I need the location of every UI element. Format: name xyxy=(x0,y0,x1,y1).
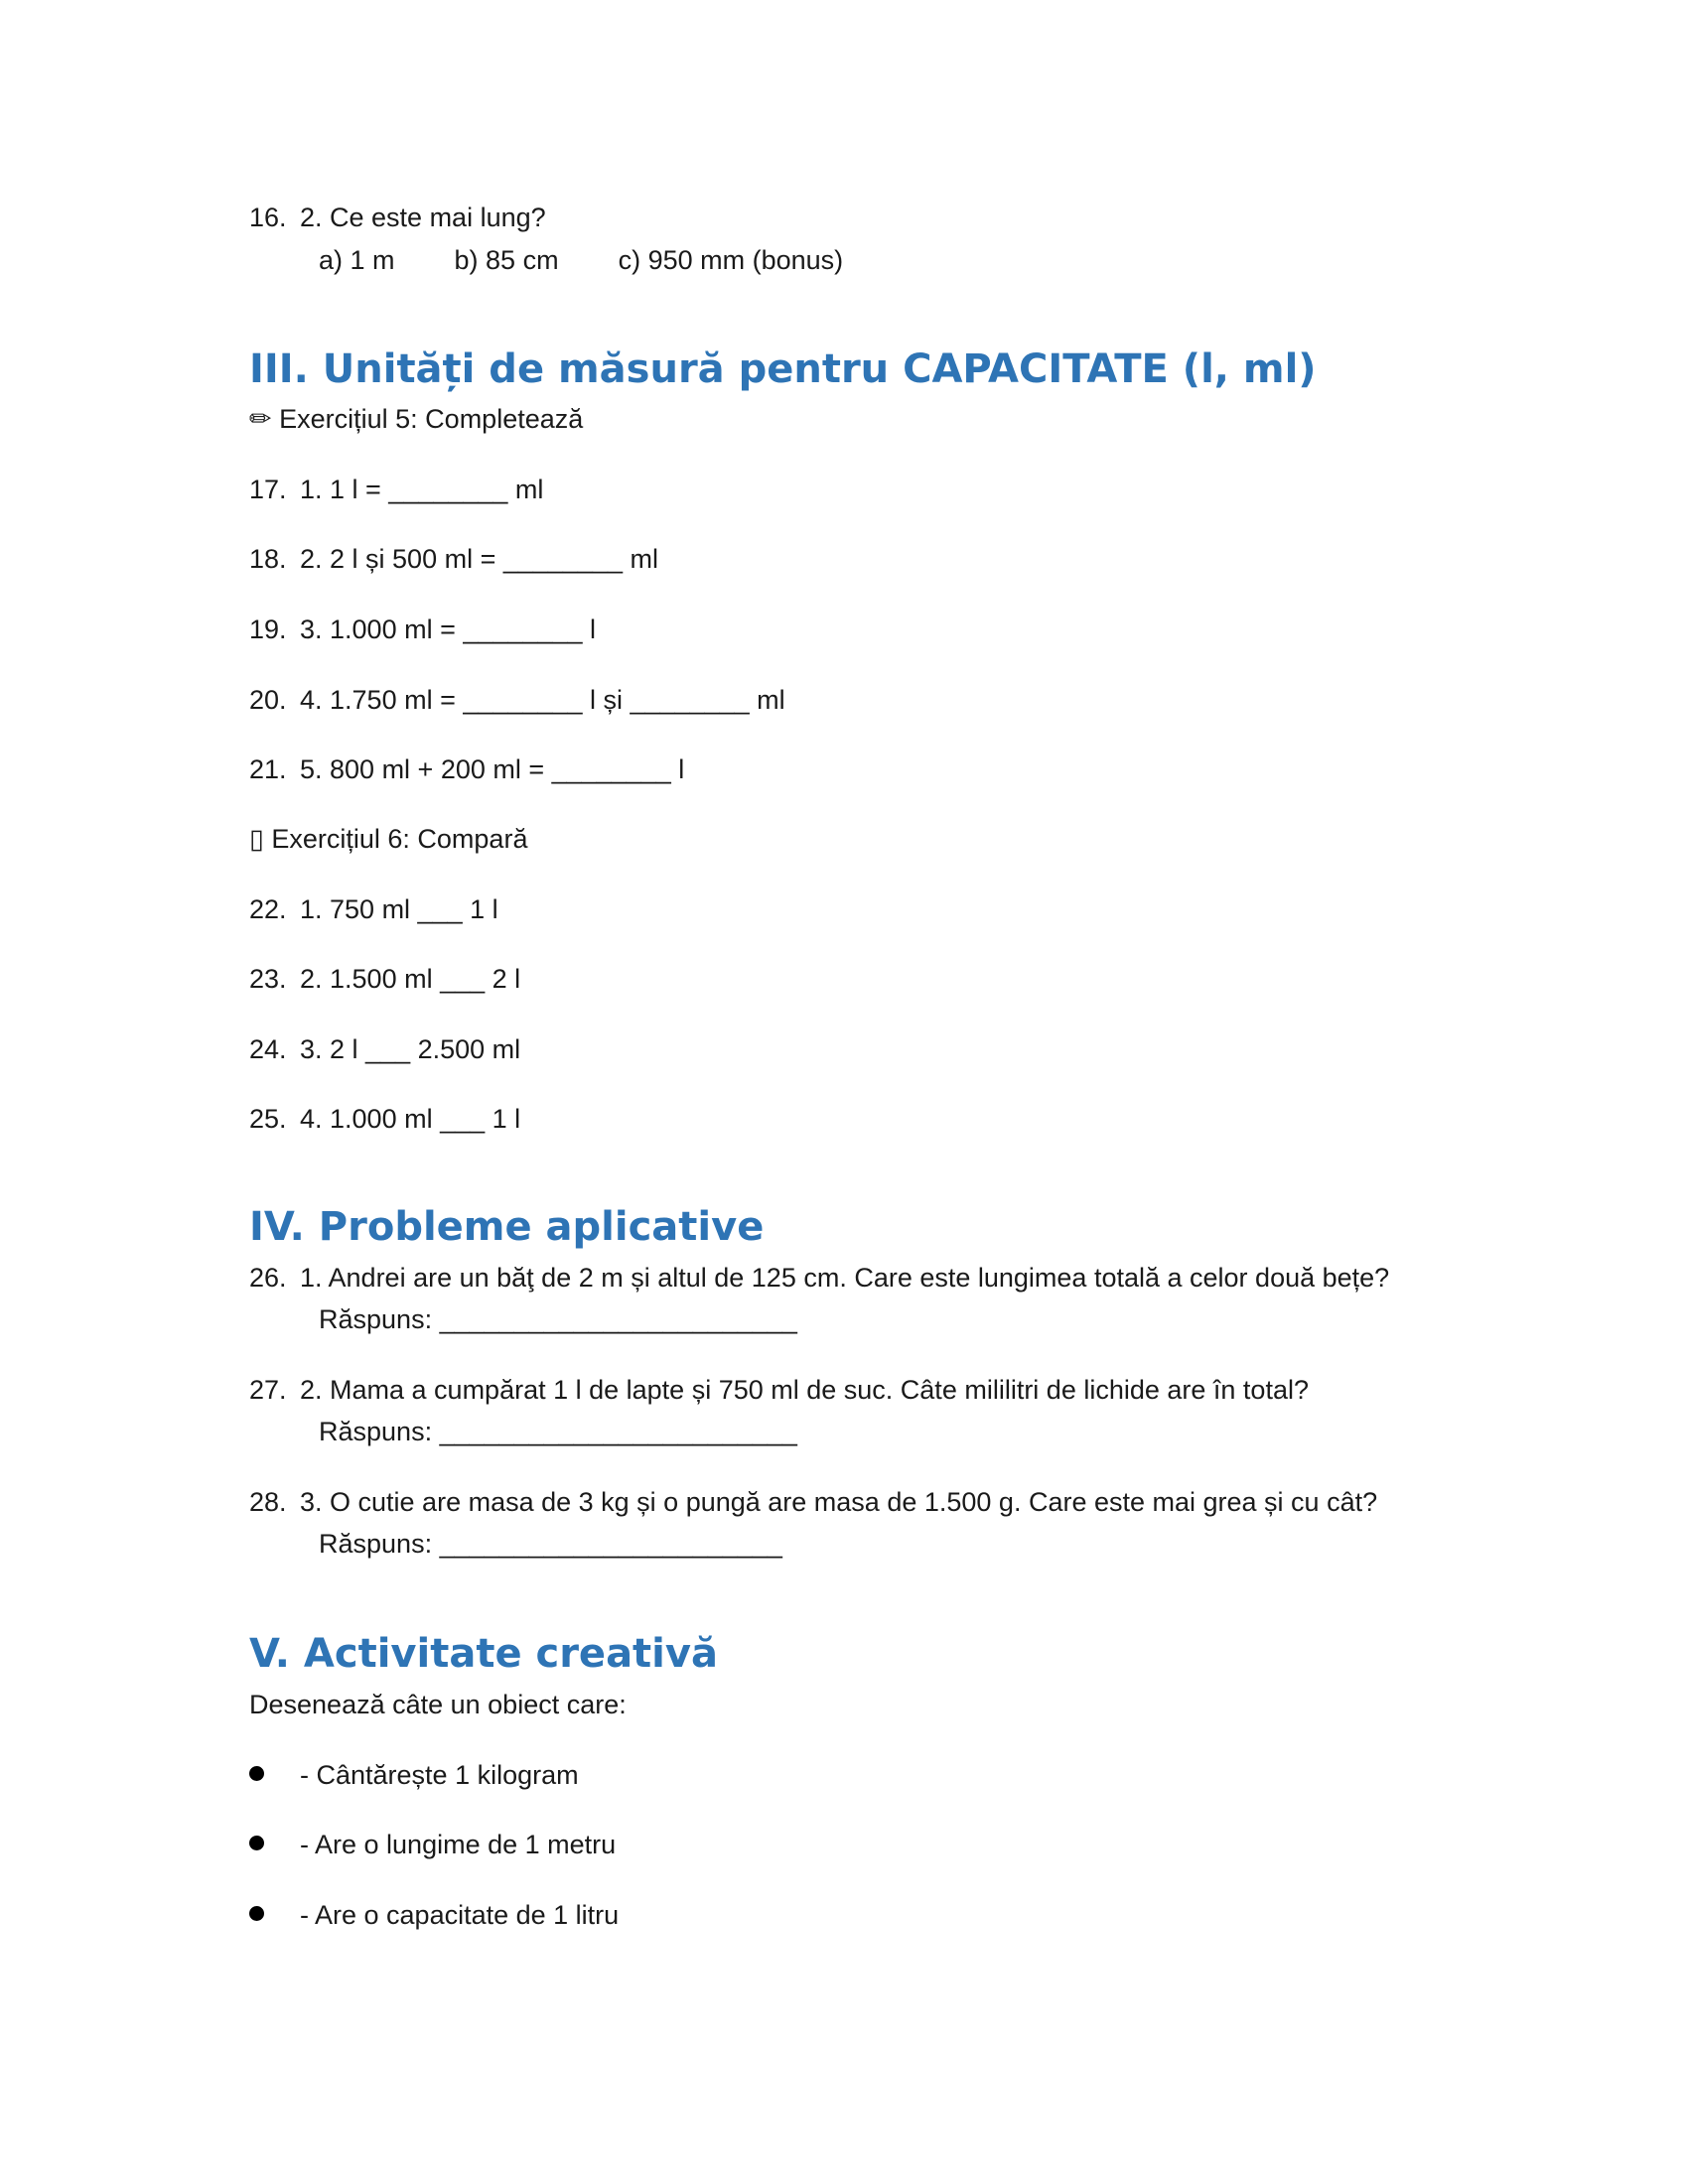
bullet-item xyxy=(249,1828,616,1861)
problem-text: 2. Mama a cumpărat 1 l de lapte și 750 ml de suc. Câte mililitri de lichide are în total? xyxy=(300,1375,1309,1405)
item-text: 3. 2 l ___ 2.500 ml xyxy=(300,1034,521,1064)
item-number: 20. xyxy=(249,685,287,715)
compare-item xyxy=(249,892,498,926)
item-text: 4. 1.000 ml ___ 1 l xyxy=(300,1104,521,1134)
bullet-item xyxy=(249,1898,619,1932)
bullet-item xyxy=(249,1758,579,1792)
answer-line: Răspuns: ________________________ xyxy=(319,1417,797,1446)
problem-text: 3. O cutie are masa de 3 kg și o pungă are masa de 1.500 g. Care este mai grea și cu cât? xyxy=(300,1487,1378,1517)
exercise-item xyxy=(249,473,543,506)
question-16-options xyxy=(319,243,903,277)
option-c: c) 950 mm (bonus) xyxy=(618,245,844,275)
bullet-dot-icon xyxy=(249,1836,264,1850)
item-number: 22. xyxy=(249,894,287,924)
item-number: 28. xyxy=(249,1487,287,1517)
section-heading-problems: IV. Probleme aplicative xyxy=(249,1204,765,1250)
item-number: 23. xyxy=(249,964,287,994)
compare-item xyxy=(249,1032,520,1066)
question-text: 2. Ce este mai lung? xyxy=(300,203,546,232)
item-number: 26. xyxy=(249,1263,287,1293)
section-heading-creative: V. Activitate creativă xyxy=(249,1631,718,1677)
problem-item xyxy=(249,1485,1377,1519)
exercise-6-title: ▯ Exercițiul 6: Compară xyxy=(249,824,528,854)
bullet-dot-icon xyxy=(249,1766,264,1781)
problem-text: 1. Andrei are un băţ de 2 m și altul de 125 cm. Care este lungimea totală a celor două bețe? xyxy=(300,1263,1390,1293)
section-heading-capacity: III. Unități de măsură pentru CAPACITATE (l, ml) xyxy=(249,346,1317,392)
item-text: 2. 1.500 ml ___ 2 l xyxy=(300,964,521,994)
creative-intro: Desenează câte un obiect care: xyxy=(249,1690,627,1719)
item-number: 27. xyxy=(249,1375,287,1405)
problem-item xyxy=(249,1373,1309,1407)
option-a: a) 1 m xyxy=(319,245,395,275)
bullet-dot-icon xyxy=(249,1906,264,1921)
item-number: 16. xyxy=(249,203,287,232)
bullet-text: - Are o lungime de 1 metru xyxy=(300,1830,617,1859)
bullet-text: - Are o capacitate de 1 litru xyxy=(300,1900,620,1930)
item-text: 1. 1 l = ________ ml xyxy=(300,475,544,504)
question-16 xyxy=(249,201,546,234)
item-text: 1. 750 ml ___ 1 l xyxy=(300,894,498,924)
item-number: 17. xyxy=(249,475,287,504)
answer-line: Răspuns: ________________________ xyxy=(319,1304,797,1334)
item-text: 5. 800 ml + 200 ml = ________ l xyxy=(300,754,685,784)
exercise-item xyxy=(249,752,684,786)
option-b: b) 85 cm xyxy=(454,245,559,275)
bullet-text: - Cântărește 1 kilogram xyxy=(300,1760,579,1790)
item-number: 18. xyxy=(249,544,287,574)
exercise-5-title: ✏ Exercițiul 5: Completează xyxy=(249,404,584,434)
problem-item xyxy=(249,1261,1389,1295)
item-text: 4. 1.750 ml = ________ l și ________ ml xyxy=(300,685,785,715)
item-text: 3. 1.000 ml = ________ l xyxy=(300,614,596,644)
exercise-item xyxy=(249,542,658,576)
item-number: 21. xyxy=(249,754,287,784)
compare-item xyxy=(249,962,520,996)
answer-line: Răspuns: _______________________ xyxy=(319,1529,782,1559)
exercise-item xyxy=(249,613,596,646)
item-number: 19. xyxy=(249,614,287,644)
item-number: 24. xyxy=(249,1034,287,1064)
item-number: 25. xyxy=(249,1104,287,1134)
compare-item xyxy=(249,1102,520,1136)
item-text: 2. 2 l și 500 ml = ________ ml xyxy=(300,544,658,574)
exercise-item xyxy=(249,683,785,717)
